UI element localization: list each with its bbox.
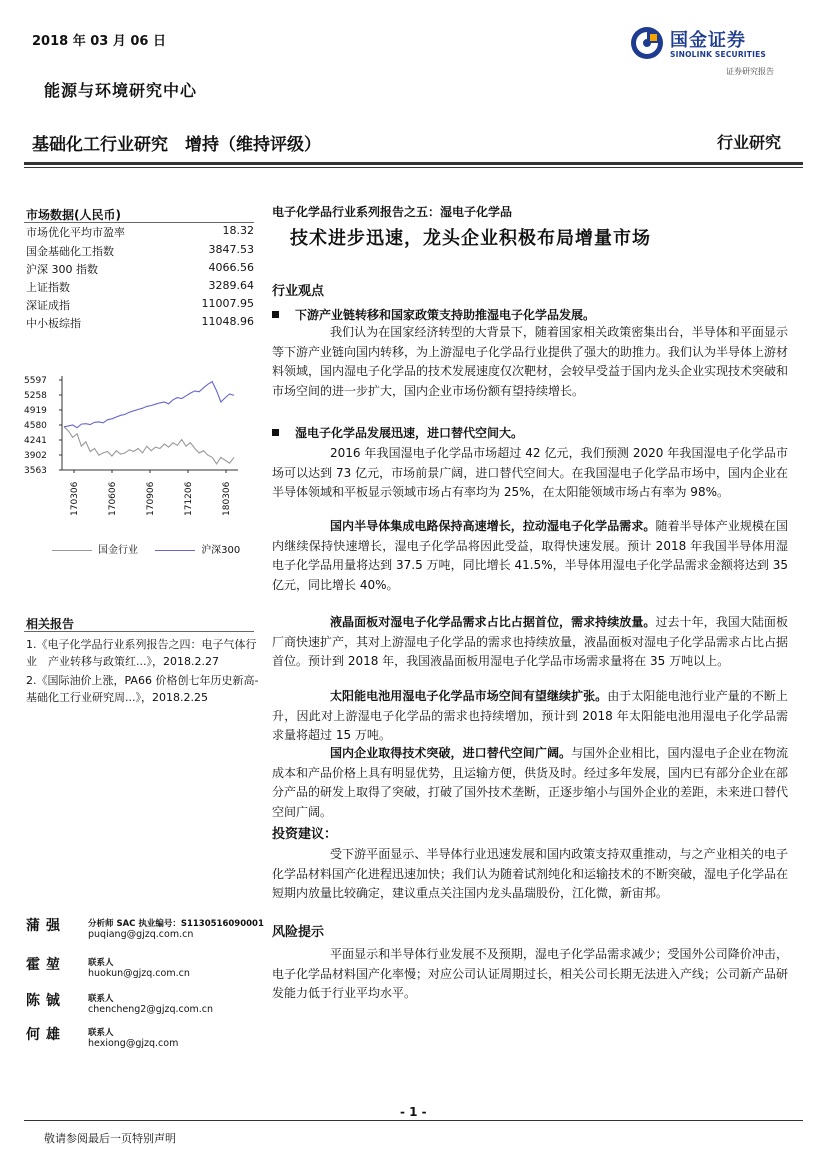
legend-label-hs300: 沪深300	[201, 545, 241, 556]
index-trend-chart	[20, 370, 244, 560]
analyst-role: 分析师 SAC 执业编号：S1130516090001	[88, 919, 264, 929]
section-risk: 风险提示	[272, 925, 325, 940]
market-label: 沪深 300 指数	[26, 263, 98, 276]
chart-legend	[52, 541, 240, 556]
market-value: 18.32	[222, 224, 254, 237]
analyst-email[interactable]: huokun@gjzq.com.cn	[88, 968, 190, 979]
industry-rating: 基础化工行业研究 增持（维持评级）	[32, 135, 321, 155]
y-tick-label: 5258	[24, 391, 47, 401]
related-report-link[interactable]: 2.《国际油价上涨，PA66 价格创七年历史新高-基础化工行业研究周...》，2018.2.25	[26, 674, 259, 704]
analyst-card	[26, 954, 276, 990]
paragraph-lead: 液晶面板对湿电子化学品需求占比占据首位，需求持续放量。	[330, 615, 656, 629]
market-data-title: 市场数据(人民币)	[26, 208, 121, 222]
related-reports-title: 相关报告	[26, 617, 75, 631]
market-row	[26, 297, 254, 316]
x-tick-label: 170306	[70, 481, 80, 516]
analyst-role: 联系人	[88, 994, 114, 1004]
bullet-square-icon	[272, 311, 279, 318]
analyst-role: 联系人	[88, 958, 114, 968]
market-value: 4066.56	[208, 261, 254, 274]
market-row	[26, 315, 254, 334]
header-divider	[24, 162, 803, 165]
report-headline: 技术进步迅速，龙头企业积极布局增量市场	[290, 228, 651, 249]
market-row	[26, 224, 254, 243]
analyst-name: 蒲强	[26, 918, 66, 934]
market-value: 3847.53	[208, 243, 254, 256]
key-point-text: 湿电子化学品发展迅速，进口替代空间大。	[295, 426, 524, 440]
x-tick-label: 170606	[108, 481, 118, 516]
y-tick-label: 3902	[24, 451, 47, 461]
company-logo	[630, 24, 790, 80]
analyst-card	[26, 1024, 276, 1060]
series-line-hs300	[64, 382, 234, 428]
y-tick-label: 5597	[24, 376, 47, 386]
logo-text-en: SINOLINK SECURITIES	[670, 50, 767, 59]
key-point	[272, 424, 794, 441]
analyst-email[interactable]: puqiang@gjzq.com.cn	[88, 929, 194, 940]
paragraph-lead: 国内企业取得技术突破，进口替代空间广阔。	[330, 746, 572, 760]
paragraph-body: 与国外企业相比，国内湿电子企业在物流成本和产品价格上具有明显优势，且运输方便，供货及时。经过多年发展，国内已有部分企业在部分产品的研发上取得了突破，打破了国外技术垄断，正逐步缩小与国外企业的差距，未来进口替代空间广阔。	[272, 746, 789, 819]
analyst-name: 霍堃	[26, 957, 66, 973]
y-tick-label: 3563	[24, 466, 47, 476]
market-value: 3289.64	[208, 279, 254, 292]
key-point-text: 下游产业链转移和国家政策支持助推湿电子化学品发展。	[295, 308, 596, 322]
logo-mark-icon	[630, 26, 664, 60]
paragraph	[272, 687, 788, 746]
paragraph	[272, 613, 788, 672]
paragraph-body: 过去十年，我国大陆面板厂商快速扩产，其对上游湿电子化学品的需求也持续放量，液晶面板对湿电子化学品需求占比占据首位。预计到 2018 年，我国液晶面板用湿电子化学品市场需求量将在 35 万吨以上。	[272, 615, 789, 669]
bullet-square-icon	[272, 429, 279, 436]
footer-divider	[24, 1120, 803, 1121]
analyst-name: 何雄	[26, 1027, 66, 1043]
market-label: 上证指数	[26, 281, 70, 294]
series-title: 电子化学品行业系列报告之五：湿电子化学品	[272, 205, 513, 219]
market-value: 11048.96	[201, 315, 254, 328]
paragraph: 平面显示和半导体行业发展不及预期，湿电子化学品需求减少；受国外公司降价冲击，电子化学品材料国产化率慢；对应公司认证周期过长，相关公司长期无法进入产线；公司新产品研发能力低于行业平均水平。	[272, 947, 789, 1001]
market-row	[26, 279, 254, 298]
legend-swatch-industry	[52, 550, 92, 551]
market-data-divider	[24, 222, 254, 223]
key-point	[272, 306, 794, 323]
report-date: 2018 年 03 月 06 日	[32, 34, 166, 49]
page-number: - 1 -	[400, 1105, 427, 1119]
market-row	[26, 261, 254, 280]
section-investment: 投资建议：	[272, 827, 338, 842]
disclaimer-note: 敬请参阅最后一页特别声明	[44, 1132, 176, 1145]
market-label: 市场优化平均市盈率	[26, 226, 125, 239]
y-tick-label: 4919	[24, 406, 47, 416]
paragraph-lead: 国内半导体集成电路保持高速增长，拉动湿电子化学品需求。	[330, 519, 656, 533]
legend-swatch-hs300	[155, 550, 195, 551]
y-tick-label: 4580	[24, 421, 47, 431]
market-value: 11007.95	[201, 297, 254, 310]
market-label: 中小板综指	[26, 317, 81, 330]
legend-label-industry: 国金行业	[98, 545, 138, 556]
y-tick-label: 4241	[24, 436, 47, 446]
analyst-card	[26, 915, 276, 951]
market-row	[26, 243, 254, 262]
logo-subtitle: 证券研究报告	[726, 67, 774, 76]
paragraph	[272, 744, 788, 822]
market-label: 深证成指	[26, 299, 70, 312]
analyst-email[interactable]: hexiong@gjzq.com	[88, 1038, 179, 1049]
series-line-industry	[64, 427, 234, 464]
paragraph-lead: 太阳能电池用湿电子化学品市场空间有望继续扩张。	[330, 689, 608, 703]
x-tick-label: 171206	[184, 481, 194, 516]
header-divider-thin	[24, 167, 803, 168]
paragraph	[272, 517, 788, 595]
related-report-link[interactable]: 1.《电子化学品行业系列报告之四：电子气体行业 产业转移与政策红...》，2018.2.27	[26, 638, 257, 668]
logo-text-cn: 国金证券	[670, 30, 746, 51]
research-center: 能源与环境研究中心	[44, 81, 198, 100]
related-reports-divider	[24, 631, 254, 632]
paragraph-body: 由于太阳能电池行业产量的不断上升，因此对上游湿电子化学品的需求也持续增加，预计到 2018 年太阳能电池用湿电子化学品需求量将超过 15 万吨。	[272, 689, 788, 743]
analyst-role: 联系人	[88, 1028, 114, 1038]
analyst-card	[26, 990, 276, 1026]
paragraph-body: 随着半导体产业规模在国内继续保持快速增长，湿电子化学品将因此受益，取得快速发展。预计 2018 年我国半导体用湿电子化学品用量将达到 37.5 万吨，同比增长 41.5%，半导体用湿电子化学品需求金额将达到 35 亿元，同比增长 40%。	[272, 519, 788, 592]
report-type: 行业研究	[716, 133, 781, 152]
paragraph: 受下游平面显示、半导体行业迅速发展和国内政策支持双重推动，与之产业相关的电子化学品材料国产化进程迅速加快；我们认为随着试剂纯化和运输技术的不断突破，湿电子化学品在短期内放量比较确定，建议重点关注国内龙头晶瑞股份，江化微，新宙邦。	[272, 847, 789, 901]
paragraph: 2016 年我国湿电子化学品市场超过 42 亿元，我们预测 2020 年我国湿电子化学品市场可以达到 73 亿元，市场前景广阔，进口替代空间大。在我国湿电子化学品市场中，国内企业在半导体领域和平板显示领域市场占有率均为 25%，在太阳能领域市场占有率为 98%。	[272, 446, 788, 500]
analyst-email[interactable]: chencheng2@gjzq.com.cn	[88, 1004, 214, 1015]
x-tick-label: 180306	[222, 481, 232, 516]
analyst-name: 陈铖	[26, 993, 66, 1009]
x-tick-label: 170906	[146, 481, 156, 516]
paragraph: 我们认为在国家经济转型的大背景下，随着国家相关政策密集出台，半导体和平面显示等下游产业链向国内转移，为上游湿电子化学品行业提供了强大的助推力。我们认为半导体上游材料领域，国内湿电子化学品的技术发展速度仅次靶材，会较早受益于国内龙头企业实现技术突破和市场空间的进一步扩大，国内企业市场份额有望持续增长。	[272, 325, 789, 398]
market-label: 国金基础化工指数	[26, 245, 114, 258]
section-industry-view: 行业观点	[272, 284, 325, 299]
